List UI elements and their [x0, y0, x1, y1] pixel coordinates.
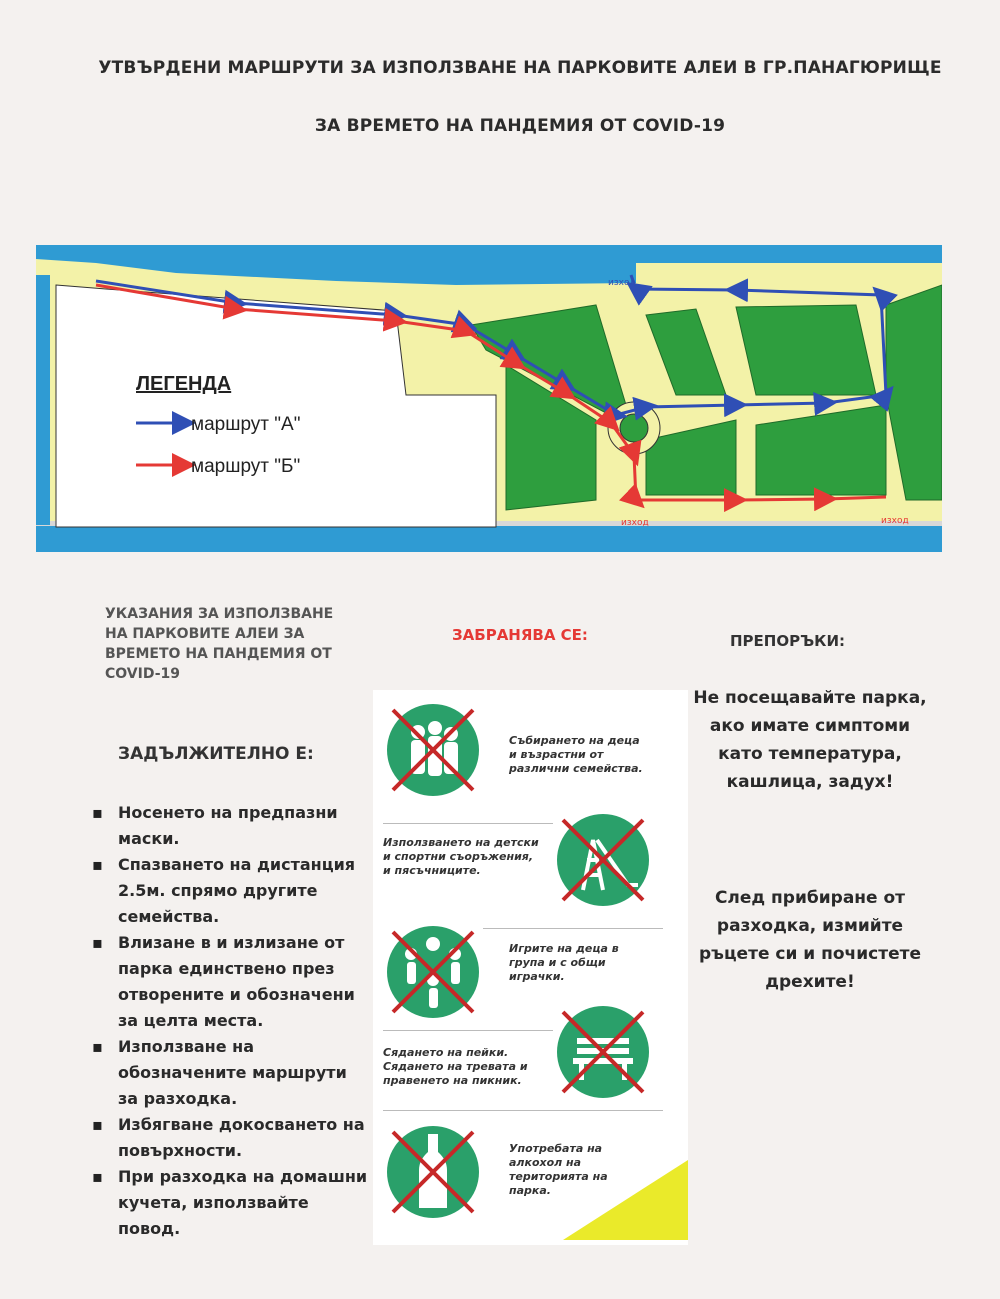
park-bench-icon	[553, 1002, 653, 1102]
page-title: УТВЪРДЕНИ МАРШРУТИ ЗА ИЗПОЛЗВАНЕ НА ПАРКОВИТЕ АЛЕИ В ГР.ПАНАГЮРИЩЕ	[98, 58, 942, 78]
roundabout	[620, 414, 648, 442]
forbidden-text: Събирането на деца и възрастни от различни семейства.	[509, 734, 643, 775]
list-item: ▪ Избягване докосването на повърхности.	[92, 1112, 372, 1164]
list-item: ▪ Спазването на дистанция 2.5м. спрямо другите семейства.	[92, 852, 372, 930]
playground-slide-icon	[553, 810, 653, 910]
exit-label-a: изход	[608, 278, 636, 288]
list-item: ▪ Използване на обозначените маршрути за разходка.	[92, 1034, 372, 1112]
park-lawn	[736, 305, 876, 395]
forbidden-heading: ЗАБРАНЯВА СЕ:	[452, 626, 588, 644]
exit-label-b1: изход	[621, 518, 649, 528]
forbidden-text: Игрите на деца в група и с общи играчки.	[509, 942, 619, 983]
list-item: ▪ Влизане в и излизане от парка единствено през отворените и обозначени за целта места.	[92, 930, 372, 1034]
mandatory-list	[92, 800, 372, 1242]
separator	[383, 823, 553, 824]
forbidden-text: Сядането на пейки. Сядането на тревата и правенето на пикник.	[383, 1046, 528, 1087]
exit-label-b2: изход	[881, 516, 909, 526]
recommendation-text: След прибиране от разходка, измийте ръцете си и почистете дрехите!	[699, 888, 921, 992]
legend-route-b-label: маршрут "Б"	[191, 456, 301, 477]
bottle-icon	[383, 1122, 483, 1222]
list-item: ▪ При разходка на домашни кучета, използвайте повод.	[92, 1164, 372, 1242]
list-item: ▪ Носенето на предпазни маски.	[92, 800, 372, 852]
legend-title: ЛЕГЕНДА	[136, 373, 232, 395]
page-subtitle: ЗА ВРЕМЕТО НА ПАНДЕМИЯ ОТ COVID-19	[314, 116, 726, 136]
mandatory-heading: ЗАДЪЛЖИТЕЛНО Е:	[118, 744, 314, 764]
separator	[383, 1030, 553, 1031]
children-playing-ball-icon	[383, 922, 483, 1022]
recommendations-heading: ПРЕПОРЪКИ:	[730, 632, 845, 650]
recommendation-text: Не посещавайте парка, ако имате симптоми като температура, кашлица, задух!	[693, 688, 927, 792]
instructions-heading: УКАЗАНИЯ ЗА ИЗПОЛЗВАНЕ НА ПАРКОВИТЕ АЛЕИ ЗА ВРЕМЕТО НА ПАНДЕМИЯ ОТ COVID-19	[105, 606, 334, 682]
group-of-people-icon	[383, 700, 483, 800]
legend-route-a-label: маршрут "А"	[191, 414, 301, 435]
separator	[383, 1110, 663, 1111]
decorative-triangle	[563, 1160, 688, 1240]
park-map	[36, 245, 942, 552]
forbidden-text: Употребата на алкохол на територията на парка.	[509, 1142, 608, 1197]
forbidden-text: Използването на детски и спортни съоръжения, и пясъчниците.	[383, 836, 539, 877]
separator	[483, 928, 663, 929]
forbidden-panel	[373, 690, 688, 1245]
bottom-road	[36, 525, 942, 552]
